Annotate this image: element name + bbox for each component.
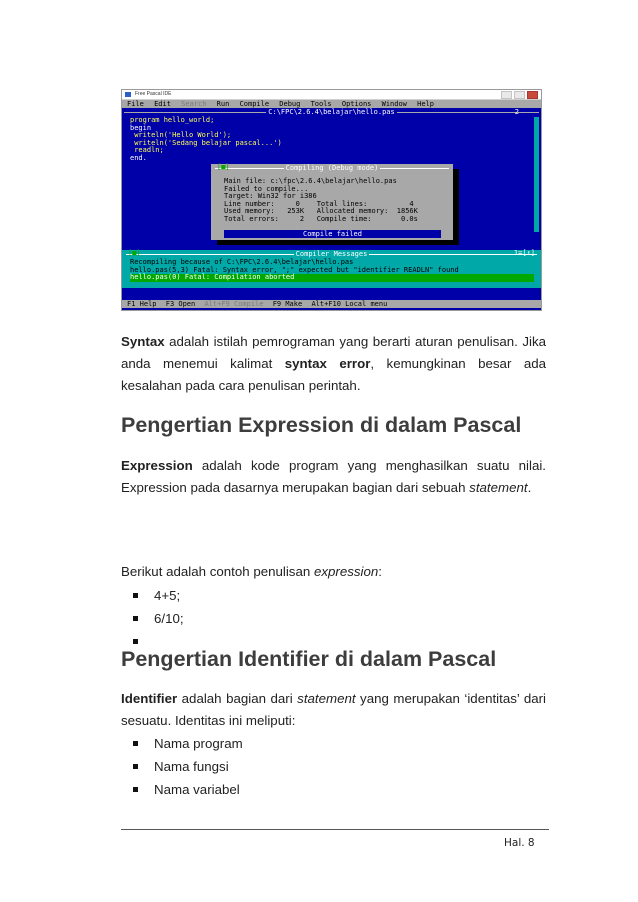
minimize-icon [501, 91, 512, 99]
status-open: F3 Open [165, 300, 196, 308]
list-item: Nama fungsi [121, 755, 243, 778]
status-make: F9 Make [272, 300, 303, 308]
dialog-close-icon: [■] [217, 163, 230, 171]
dialog-body [224, 178, 418, 224]
code-line: readln; [130, 146, 164, 155]
code-line: writeln('Sedang belajar pascal...') [130, 138, 282, 147]
expression-paragraph [121, 455, 546, 499]
dialog-line: Main file: c:\fpc\2.6.4\belajar\hello.pas [224, 177, 397, 185]
code-line: end. [130, 153, 147, 162]
menu-edit: Edit [154, 100, 171, 108]
dialog-line: Failed to compile... [224, 184, 309, 193]
list-item: 4+5; [121, 584, 184, 607]
heading-identifier: Pengertian Identifier di dalam Pascal [121, 647, 497, 671]
code-line: writeln('Hello World'); [130, 131, 232, 140]
messages-number: 1=[↑] [513, 249, 535, 257]
ide-screenshot [121, 89, 542, 311]
text: adalah istilah pemrograman yang berarti aturan penulisan. Jika anda menemui kalimat [121, 334, 546, 371]
list-item: Nama program [121, 732, 243, 755]
text: : [378, 564, 382, 579]
window-controls [501, 91, 538, 98]
page-number: Hal. 8 [504, 837, 535, 849]
menu-run: Run [216, 100, 230, 108]
dialog-line: Used memory: 253K Allocated memory: 1856K [224, 207, 418, 216]
text: yang merupakan ‘identitas’ dari sesuatu. Identitas ini meliputi: [121, 691, 547, 728]
text: adalah bagian dari [177, 691, 298, 706]
code-editor [130, 117, 282, 163]
dialog-title: Compiling (Debug mode) [211, 164, 453, 172]
ide-statusbar [122, 300, 541, 308]
expression-list [121, 584, 184, 653]
status-compile: Alt+F9 Compile [204, 300, 264, 308]
list-item: Nama variabel [121, 778, 243, 801]
text: adalah kode program yang menghasilkan suatu nilai. Expression pada dasarnya merupakan bagian dari sebuah [121, 458, 546, 495]
editor-titlebar [122, 108, 541, 116]
menu-compile: Compile [239, 100, 270, 108]
message-line: hello.pas(5,3) Fatal: Syntax error, ";" expected but "identifier READLN" found [130, 265, 459, 274]
messages-close-icon: [■] [128, 249, 141, 257]
menu-window: Window [381, 100, 407, 108]
editor-scrollbar [534, 117, 539, 232]
status-local-menu: Alt+F10 Local menu [311, 300, 388, 308]
window-title: Free Pascal IDE [135, 91, 172, 97]
message-line-selected: hello.pas(0) Fatal: Compilation aborted [130, 274, 534, 282]
menu-search: Search [181, 100, 207, 108]
code-line: begin [130, 123, 152, 132]
window-titlebar [122, 90, 541, 100]
identifier-paragraph [121, 688, 546, 732]
menu-tools: Tools [310, 100, 332, 108]
term-syntax: Syntax [121, 334, 165, 349]
footer-rule [121, 829, 549, 830]
syntax-paragraph [121, 331, 546, 397]
app-icon [125, 92, 131, 97]
expression-example-intro [121, 561, 546, 583]
code-line: program hello_world; [130, 116, 215, 124]
compiling-dialog [211, 164, 453, 240]
em-statement: statement [469, 480, 528, 495]
term-expression: Expression [121, 458, 193, 473]
close-icon [527, 91, 538, 99]
text: , kemungkinan besar ada kesalahan pada cara penulisan perintah. [121, 356, 547, 393]
identifier-list [121, 732, 243, 801]
list-item: 6/10; [121, 607, 184, 630]
messages-title: Compiler Messages [122, 250, 541, 258]
editor-window-number: 2 [514, 108, 519, 116]
menu-options: Options [341, 100, 372, 108]
dialog-line: Target: Win32 for i386 [224, 192, 317, 201]
message-line: Recompiling because of C:\FPC\2.6.4\belajar\hello.pas [130, 258, 354, 266]
menu-file: File [127, 100, 144, 108]
editor-path: C:\FPC\2.6.4\belajar\hello.pas [268, 108, 395, 116]
menu-debug: Debug [279, 100, 301, 108]
dialog-line: Total errors: 2 Compile time: 0.0s [224, 214, 418, 223]
text: . [527, 480, 532, 495]
status-help: F1 Help [127, 300, 157, 308]
em-expression: expression [313, 564, 379, 579]
heading-expression: Pengertian Expression di dalam Pascal [121, 413, 522, 437]
term-syntax-error: syntax error [284, 356, 371, 371]
ide-menubar [122, 100, 541, 108]
messages-body [130, 259, 534, 282]
dialog-line: Line number: 0 Total lines: 4 [224, 199, 414, 208]
text: Berikut adalah contoh penulisan [121, 564, 314, 579]
menu-help: Help [417, 100, 434, 108]
term-identifier: Identifier [121, 691, 178, 706]
compiler-messages-window [122, 250, 541, 288]
compile-status: Compile failed [224, 230, 441, 238]
em-statement: statement [297, 691, 356, 706]
maximize-icon [514, 91, 525, 99]
